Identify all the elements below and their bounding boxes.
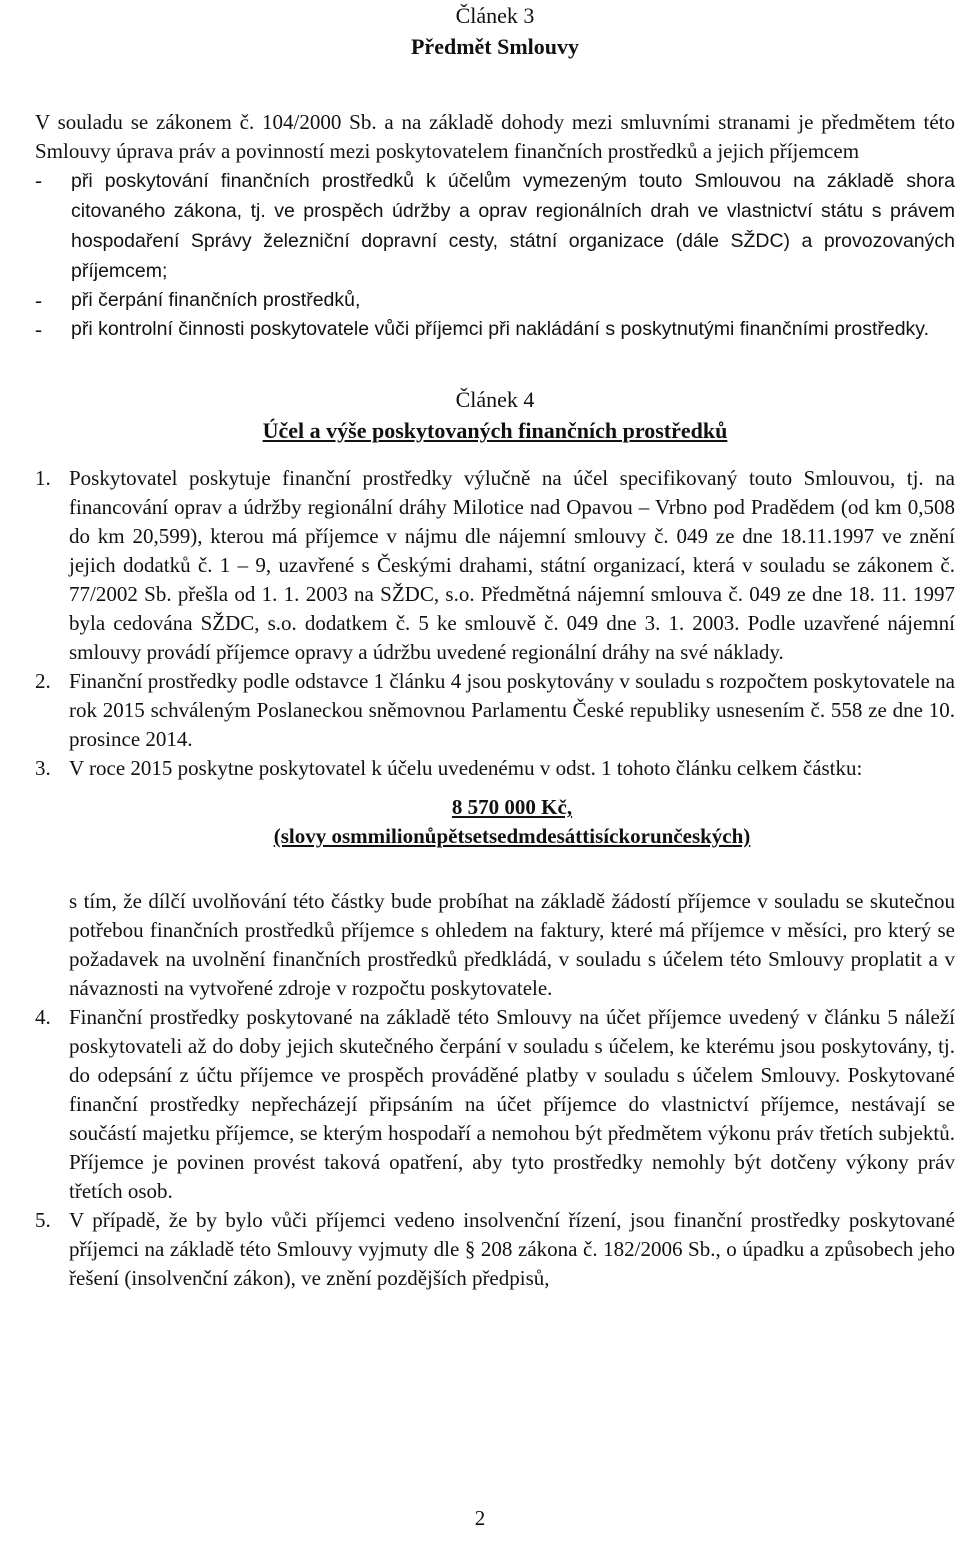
dash-marker: -	[35, 168, 42, 192]
article4-item-4	[35, 1003, 955, 1206]
grant-amount: 8 570 000 Kč,	[451, 795, 573, 819]
article4-item-3-continued: s tím, že dílčí uvolňování této částky bude probíhat na základě žádostí příjemce v souladu se skutečnou potřebou finančních prostředků příjemce s ohledem na faktury, které má příjemce v měsíci, pro který se požadavek na uvolnění finančních prostředků předkládá, v souladu s účelem této Smlouvy proplatit a v návaznosti na vytvořené zdroje v rozpočtu poskytovatele.	[69, 889, 955, 1000]
article4-item-1	[35, 464, 955, 667]
article3-item-1-lead: při poskytování finančních prostředků k účelům vymezeným touto Smlouvou na základě shora citovaného zákona, tj.	[71, 170, 955, 222]
article4-item-1-text: Poskytovatel poskytuje finanční prostředky výlučně na účel specifikovaný touto Smlouvou, tj. na financování oprav a údržby regionální dráhy Milotice nad Opavou – Vrbno pod Pradědem (od km 0,508 do km 20,599), kterou má příjemce v nájmu dle nájemní smlouvy č. 049 ze dne 18.11.1997 ve znění jejich dodatků č. 1 – 9, uzavřené s Českými drahami, státní organizací, která v souladu se zákonem č. 77/2002 Sb. přešla od 1. 1. 2003 na SŽDC, s.o. Předmětná nájemní smlouva č. 049 ze dne 18. 11. 1997 byla cedována SŽDC, s.o. dodatkem č. 5 ke smlouvě č. 049 dne 3. 1. 2003. Podle uzavřené nájemní smlouvy provádí příjemce opravy a údržbu uvedené regionální dráhy na své náklady.	[69, 466, 955, 664]
article3-item-2	[35, 286, 955, 315]
article3-item-1-text: ve prospěch údržby a oprav regionálních drah ve vlastnictví státu s právem hospodaření Správy železniční dopravní cesty, státní organizace (dále SŽDC) a provozovaných příjemcem;	[71, 200, 955, 282]
item-number: 3.	[35, 756, 51, 780]
article4-item-2	[35, 667, 955, 754]
article4-item-3-text: V roce 2015 poskytne poskytovatel k účelu uvedenému v odst. 1 tohoto článku celkem částku:	[69, 756, 863, 780]
document-page	[35, 0, 955, 1293]
article3-item-1	[35, 166, 955, 286]
item-number: 4.	[35, 1005, 51, 1029]
item-number: 2.	[35, 669, 51, 693]
article4-item-5-text: V případě, že by bylo vůči příjemci vedeno insolvenční řízení, jsou finanční prostředky poskytované příjemci na základě této Smlouvy vyjmuty dle § 208 zákona č. 182/2006 Sb., o úpadku a způsobech jeho řešení (insolvenční zákon), ve znění pozdějších předpisů,	[69, 1208, 955, 1290]
dash-marker: -	[35, 288, 42, 312]
item-number: 1.	[35, 466, 51, 490]
article3-item-2-text: při čerpání finančních prostředků,	[71, 289, 361, 311]
article3-item-3-text: při kontrolní činnosti poskytovatele vůči příjemci při nakládání s poskytnutými finančními prostředky.	[71, 318, 930, 340]
article3-item-3	[35, 315, 955, 344]
article3-number: Článek 3	[455, 3, 535, 28]
article4-item-5	[35, 1206, 955, 1293]
article4-title: Účel a výše poskytovaných finančních prostředků	[262, 418, 728, 443]
page-number: 2	[474, 1506, 486, 1530]
article4-item-4-text: Finanční prostředky poskytované na základě této Smlouvy na účet příjemce uvedený v článku 5 náleží poskytovateli až do doby jejich skutečného čerpání v souladu s účelem, ke kterému jsou poskytovány, tj. do odepsání z účtu příjemce ve prospěch prováděné platby v souladu s účelem Smlouvy. Poskytované finanční prostředky nepřecházejí připsáním na účet příjemce do vlastnictví příjemce, nestávají se součástí majetku příjemce, se kterým hospodaří a nemohou být předmětem výkonu práv třetích subjektů. Příjemce je povinen provést taková opatření, aby tyto prostředky nemohly být dotčeny výkony práv třetích osob.	[69, 1005, 955, 1203]
item-number: 5.	[35, 1208, 51, 1232]
article4-item-2-text: Finanční prostředky podle odstavce 1 článku 4 jsou poskytovány v souladu s rozpočtem poskytovatele na rok 2015 schváleným Poslaneckou sněmovnou Parlamentu České republiky usnesením č. 558 ze dne 10. prosince 2014.	[69, 669, 955, 751]
article4-list	[35, 464, 955, 1293]
grant-amount-words: (slovy osmmilionůpětsetsedmdesáttisíckorunčeských)	[273, 824, 751, 848]
article3-title: Předmět Smlouvy	[410, 34, 580, 59]
dash-marker: -	[35, 317, 42, 341]
article4-number: Článek 4	[455, 387, 535, 412]
article3-intro: V souladu se zákonem č. 104/2000 Sb. a na základě dohody mezi smluvními stranami je předmětem této Smlouvy úprava práv a povinností mezi poskytovatelem finančních prostředků a jejich příjemcem	[35, 110, 955, 163]
article4-item-3	[35, 754, 955, 783]
